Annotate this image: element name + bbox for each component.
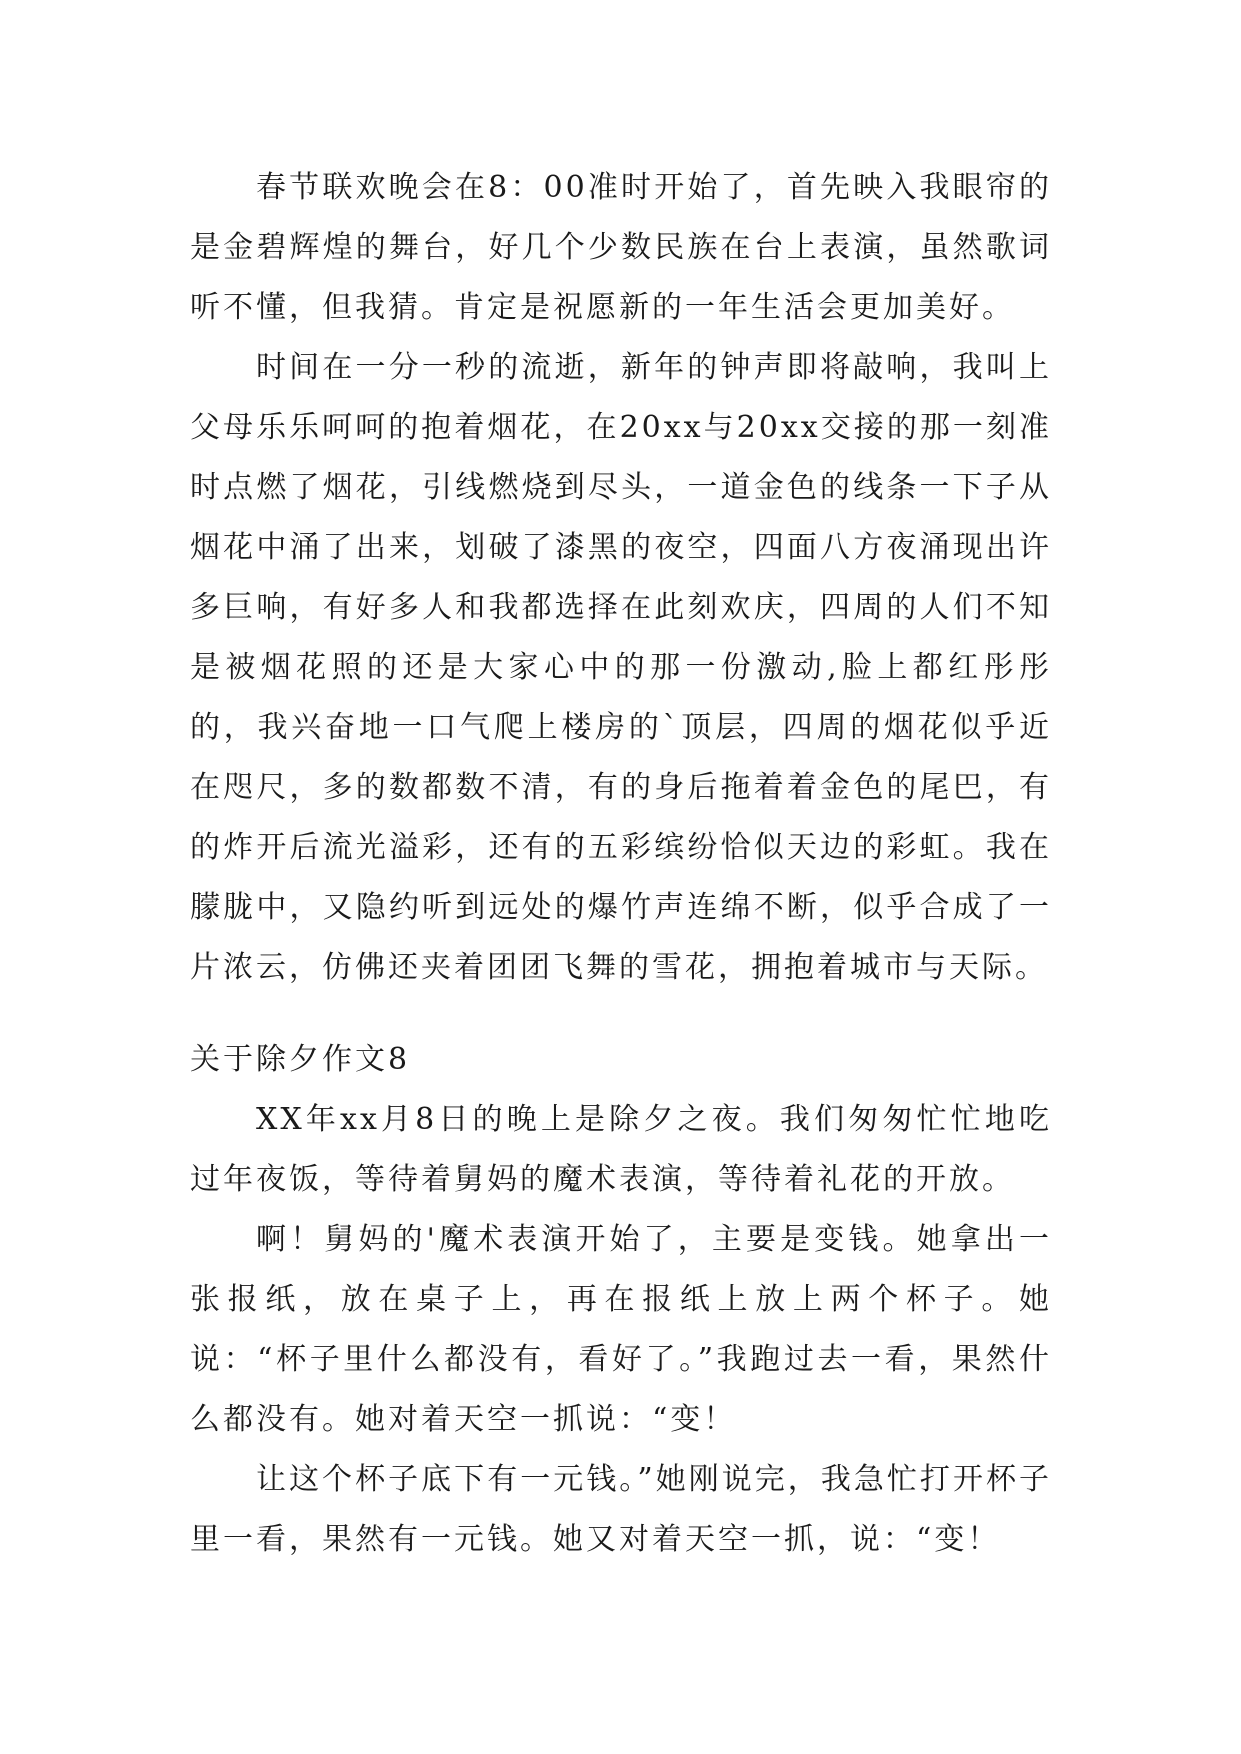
paragraph-gala: 春节联欢晚会在8：00准时开始了，首先映入我眼帘的是金碧辉煌的舞台，好几个少数民族在台上表演，虽然歌词听不懂，但我猜。肯定是祝愿新的一年生活会更加美好。 xyxy=(190,170,1052,325)
paragraph-fireworks: 时间在一分一秒的流逝，新年的钟声即将敲响，我叫上父母乐乐呵呵的抱着烟花，在20xx与20xx交接的那一刻准时点燃了烟花，引线燃烧到尽头，一道金色的线条一下子从烟花中涌了出来，划破了漆黑的夜空，四面八方夜涌现出许多巨响，有好多人和我都选择在此刻欢庆，四周的人们不知是被烟花照的还是大家心中的那一份激动,脸上都红彤彤的，我兴奋地一口气爬上楼房的`顶层，四周的烟花似乎近在咫尺，多的数都数不清，有的身后拖着着金色的尾巴，有的炸开后流光溢彩，还有的五彩缤纷恰似天边的彩虹。我在朦胧中，又隐约听到远处的爆竹声连绵不断，似乎合成了一片浓云，仿佛还夹着团团飞舞的雪花，拥抱着城市与天际。 xyxy=(190,350,1052,985)
paragraph-one-yuan: 让这个杯子底下有一元钱。”她刚说完，我急忙打开杯子里一看，果然有一元钱。她又对着天空一抓，说：“变！ xyxy=(190,1462,1052,1557)
essay-body-top xyxy=(190,158,1052,998)
section-title: 关于除夕作文8 xyxy=(190,1042,411,1077)
essay-section-8 xyxy=(190,1030,1052,1570)
paragraph-magic-show: 啊！舅妈的'魔术表演开始了，主要是变钱。她拿出一张报纸，放在桌子上，再在报纸上放上两个杯子。她说：“杯子里什么都没有，看好了。”我跑过去一看，果然什么都没有。她对着天空一抓说：“变！ xyxy=(190,1222,1052,1437)
paragraph-new-year-eve: XX年xx月8日的晚上是除夕之夜。我们匆匆忙忙地吃过年夜饭，等待着舅妈的魔术表演，等待着礼花的开放。 xyxy=(190,1102,1052,1197)
